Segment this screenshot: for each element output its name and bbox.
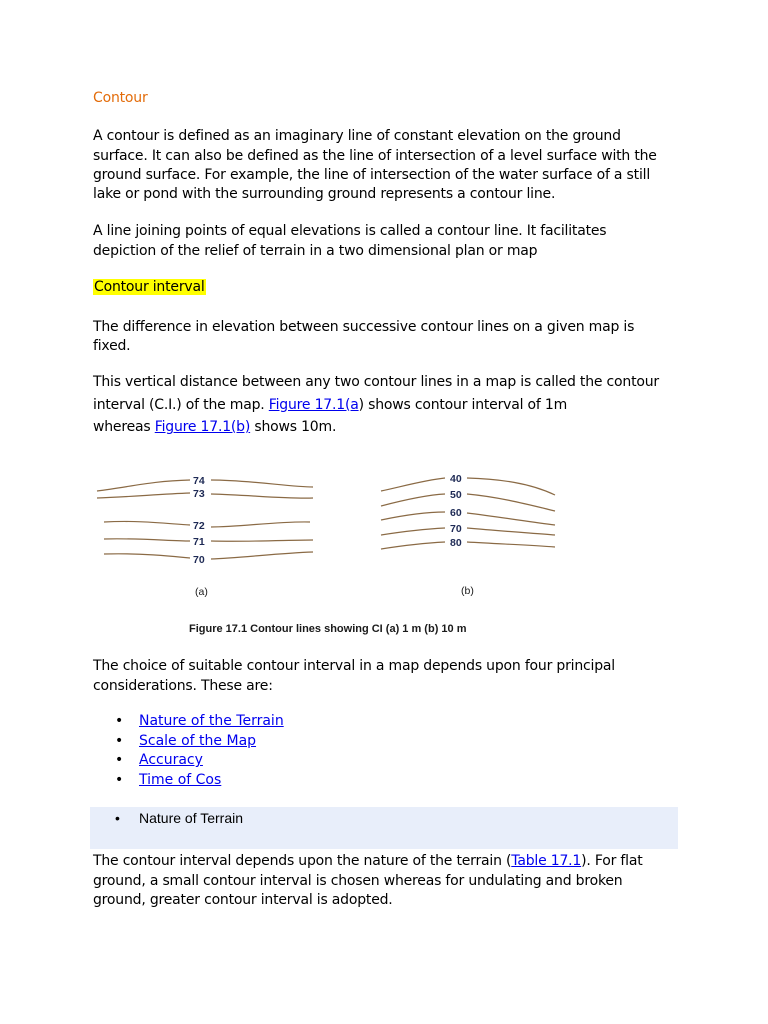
highlighted-subheading: Contour interval [94, 279, 205, 295]
text-line: ground surface. For example, the line of intersection of the water surface of a still [93, 167, 651, 183]
text-segment: interval (C.I.) of the map. [93, 397, 269, 413]
shaded-list [115, 809, 243, 829]
text-line: The choice of suitable contour interval in a map depends upon four principal [93, 658, 615, 674]
text-line: fixed. [93, 338, 131, 354]
text-line: surface. It can also be defined as the line of intersection of a level surface with the [93, 148, 657, 164]
list-item [115, 771, 284, 791]
text-line: This vertical distance between any two contour lines in a map is called the contour [93, 374, 659, 390]
contour-line-73 [97, 493, 190, 498]
bullet-icon: • [115, 732, 124, 749]
text-line: ground, a small contour interval is chosen whereas for undulating and broken [93, 873, 623, 889]
text-segment: ) shows contour interval of 1m [358, 397, 568, 413]
figure-17-1a-link[interactable]: Figure 17.1(a [268, 397, 359, 413]
contour-label: 50 [450, 489, 462, 501]
contour-line-72 [211, 522, 310, 527]
contour-label: 80 [450, 537, 462, 549]
sub-label-b: (b) [461, 585, 474, 597]
bullet-icon: • [115, 810, 120, 826]
text-line: considerations. These are: [93, 678, 273, 694]
text-line [93, 396, 567, 416]
contour-line-60 [467, 513, 555, 525]
list-item [115, 751, 284, 771]
contour-label: 70 [450, 523, 462, 535]
text-line: ground, greater contour interval is adopted. [93, 892, 393, 908]
contour-label: 74 [193, 475, 205, 487]
contour-line-50 [467, 494, 555, 511]
text-segment: whereas [93, 419, 155, 435]
text-line: A line joining points of equal elevations is called a contour line. It facilitates [93, 223, 607, 239]
list-item [115, 809, 243, 829]
figure-17-1b-link[interactable]: Figure 17.1(b) [154, 419, 251, 435]
contour-line-40 [381, 478, 445, 491]
contour-line-70 [211, 552, 313, 559]
link-accuracy[interactable]: Accuracy [139, 752, 203, 768]
figure-caption: Figure 17.1 Contour lines showing CI (a) 1 m (b) 10 m [189, 623, 467, 635]
contour-line-60 [381, 512, 445, 520]
contour-line-70 [467, 528, 555, 535]
contour-lines-a [97, 480, 313, 559]
link-scale-of-map[interactable]: Scale of the Map [139, 732, 257, 749]
bullet-icon: • [115, 771, 124, 788]
text-line [93, 418, 336, 438]
subheading-contour-interval [93, 278, 206, 298]
contour-label: 73 [193, 488, 205, 500]
contour-line-70 [381, 528, 445, 535]
contour-label: 71 [193, 536, 205, 548]
text-segment: shows 10m. [250, 419, 337, 435]
text-segment: ). For flat [581, 853, 643, 869]
contour-label: 40 [450, 473, 462, 485]
text-line: depiction of the relief of terrain in a two dimensional plan or map [93, 243, 538, 259]
list-item [115, 732, 284, 752]
contour-line-70 [104, 554, 190, 558]
contour-label: 70 [193, 554, 205, 566]
contour-line-74 [211, 480, 313, 487]
table-17-1-link[interactable]: Table 17.1 [511, 853, 582, 869]
link-nature-of-terrain[interactable]: Nature of the Terrain [139, 713, 284, 729]
contour-lines-b [381, 478, 555, 549]
contour-line-80 [467, 542, 555, 547]
contour-line-72 [104, 521, 190, 525]
contour-label: 72 [193, 520, 205, 532]
contour-line-80 [381, 542, 445, 549]
text-line: The difference in elevation between successive contour lines on a given map is [93, 319, 635, 335]
bullet-icon: • [115, 752, 124, 768]
text-line [93, 852, 642, 872]
bullet-icon: • [115, 713, 124, 729]
link-time-of-cost[interactable]: Time of Cos [139, 771, 222, 788]
contour-line-74 [97, 480, 190, 491]
contour-line-71 [211, 540, 313, 541]
nature-of-terrain-heading: Nature of Terrain [139, 810, 244, 826]
contour-label: 60 [450, 507, 462, 519]
considerations-list [115, 712, 284, 790]
text-line: lake or pond with the surrounding ground represents a contour line. [93, 186, 556, 202]
text-line: A contour is defined as an imaginary line of constant elevation on the ground [93, 128, 621, 144]
contour-line-40 [467, 478, 555, 495]
contour-line-73 [211, 494, 313, 498]
contour-figure [0, 465, 768, 605]
page-heading: Contour [93, 90, 148, 106]
sub-label-a: (a) [195, 586, 208, 598]
contour-line-71 [104, 539, 190, 541]
contour-line-50 [381, 494, 445, 506]
text-segment: The contour interval depends upon the nature of the terrain ( [93, 853, 512, 869]
list-item [115, 712, 284, 732]
